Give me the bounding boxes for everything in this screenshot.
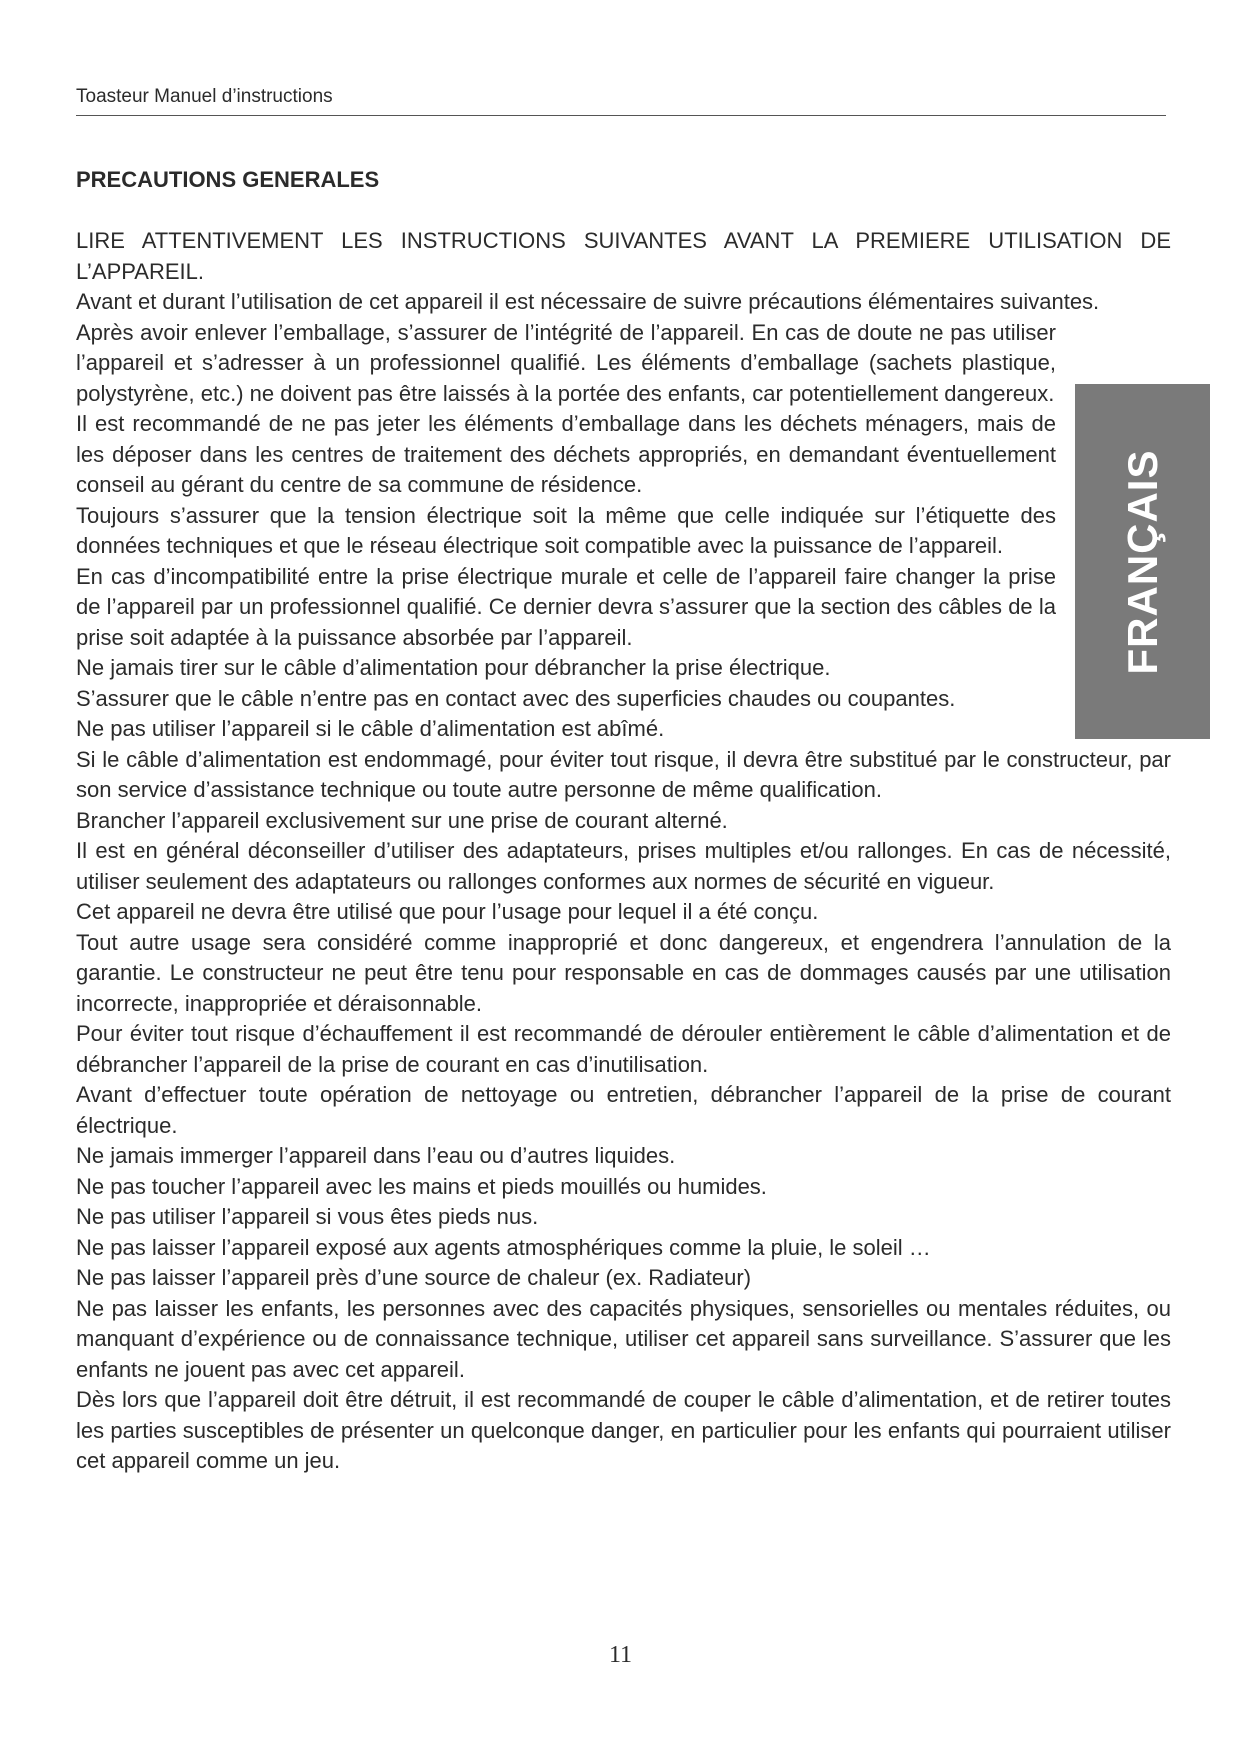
paragraph: Il est en général déconseiller d’utiliser des adaptateurs, prises multiples et/ou rallonges. En cas de nécessité, utiliser seulement des adaptateurs ou rallonges conformes aux normes de sécurité en vigueur. bbox=[76, 838, 1171, 894]
page-number: 11 bbox=[608, 1642, 633, 1668]
paragraph: Ne pas utiliser l’appareil si le câble d’alimentation est abîmé. bbox=[76, 716, 665, 741]
paragraph: Tout autre usage sera considéré comme inapproprié et donc dangereux, et engendrera l’annulation de la garantie. Le constructeur ne peut être tenu pour responsable en cas de dommages causés par une utilisation incorrecte, inappropriée et déraisonnable. bbox=[76, 929, 1171, 1016]
paragraph: Dès lors que l’appareil doit être détruit, il est recommandé de couper le câble d’alimentation, et de retirer toutes les parties susceptibles de présenter un quelconque danger, en particulier pour les enfants qui pourraient utiliser cet appareil comme un jeu. bbox=[76, 1387, 1171, 1473]
section-title: PRECAUTIONS GENERALES bbox=[76, 167, 380, 192]
paragraph: Ne pas laisser l’appareil près d’une source de chaleur (ex. Radiateur) bbox=[76, 1265, 752, 1290]
paragraph: Après avoir enlever l’emballage, s’assurer de l’intégrité de l’appareil. En cas de doute ne pas utiliser l’appareil et s’adresser à un professionnel qualifié. Les éléments d’emballage (sachets plastique, polystyrène, etc.) ne doivent pas être laissés à la portée des enfants, car potentiellement dangereux. bbox=[76, 319, 1056, 406]
precautions-body bbox=[76, 226, 1171, 1477]
paragraph: Ne pas utiliser l’appareil si vous êtes pieds nus. bbox=[76, 1204, 539, 1229]
paragraph: Ne pas laisser les enfants, les personnes avec des capacités physiques, sensorielles ou mentales réduites, ou manquant d’expérience ou de connaissance technique, utiliser cet appareil sans surveillance. S’assurer que les enfants ne jouent pas avec cet appareil. bbox=[76, 1295, 1171, 1382]
paragraph: Ne pas toucher l’appareil avec les mains et pieds mouillés ou humides. bbox=[76, 1173, 767, 1199]
paragraph: Cet appareil ne devra être utilisé que pour l’usage pour lequel il a été conçu. bbox=[76, 899, 819, 924]
paragraph: Ne jamais tirer sur le câble d’alimentation pour débrancher la prise électrique. bbox=[76, 655, 831, 680]
language-tab-label: FRANÇAIS bbox=[1118, 449, 1166, 674]
paragraph: S’assurer que le câble n’entre pas en contact avec des superficies chaudes ou coupantes. bbox=[76, 685, 956, 711]
paragraph: Si le câble d’alimentation est endommagé, pour éviter tout risque, il devra être substitué par le constructeur, par son service d’assistance technique ou toute autre personne de même qualification. bbox=[76, 746, 1171, 802]
paragraph: LIRE ATTENTIVEMENT LES INSTRUCTIONS SUIVANTES AVANT LA PREMIERE UTILISATION DE L’APPAREIL. bbox=[76, 228, 1171, 284]
paragraph: Il est recommandé de ne pas jeter les éléments d’emballage dans les déchets ménagers, mais de les déposer dans les centres de traitement des déchets appropriés, en demandant éventuellement conseil au gérant du centre de sa commune de résidence. bbox=[76, 411, 1056, 497]
paragraph: Toujours s’assurer que la tension électrique soit la même que celle indiquée sur l’étiquette des données techniques et que le réseau électrique soit compatible avec la puissance de l’appareil. bbox=[76, 502, 1056, 558]
paragraph: Ne jamais immerger l’appareil dans l’eau ou d’autres liquides. bbox=[76, 1143, 676, 1168]
running-header: Toasteur Manuel d’instructions bbox=[76, 86, 1166, 116]
paragraph: Avant d’effectuer toute opération de nettoyage ou entretien, débrancher l’appareil de la prise de courant électrique. bbox=[76, 1082, 1171, 1138]
paragraph: En cas d’incompatibilité entre la prise électrique murale et celle de l’appareil faire changer la prise de l’appareil par un professionnel qualifié. Ce dernier devra s’assurer que la section des câbles de la prise soit adaptée à la puissance absorbée par l’appareil. bbox=[76, 563, 1056, 650]
paragraph: Brancher l’appareil exclusivement sur une prise de courant alterné. bbox=[76, 807, 728, 833]
paragraph: Ne pas laisser l’appareil exposé aux agents atmosphériques comme la pluie, le soleil … bbox=[76, 1234, 931, 1260]
paragraph: Pour éviter tout risque d’échauffement il est recommandé de dérouler entièrement le câble d’alimentation et de débrancher l’appareil de la prise de courant en cas d’inutilisation. bbox=[76, 1021, 1171, 1077]
paragraph: Avant et durant l’utilisation de cet appareil il est nécessaire de suivre précautions élémentaires suivantes. bbox=[76, 289, 1100, 314]
